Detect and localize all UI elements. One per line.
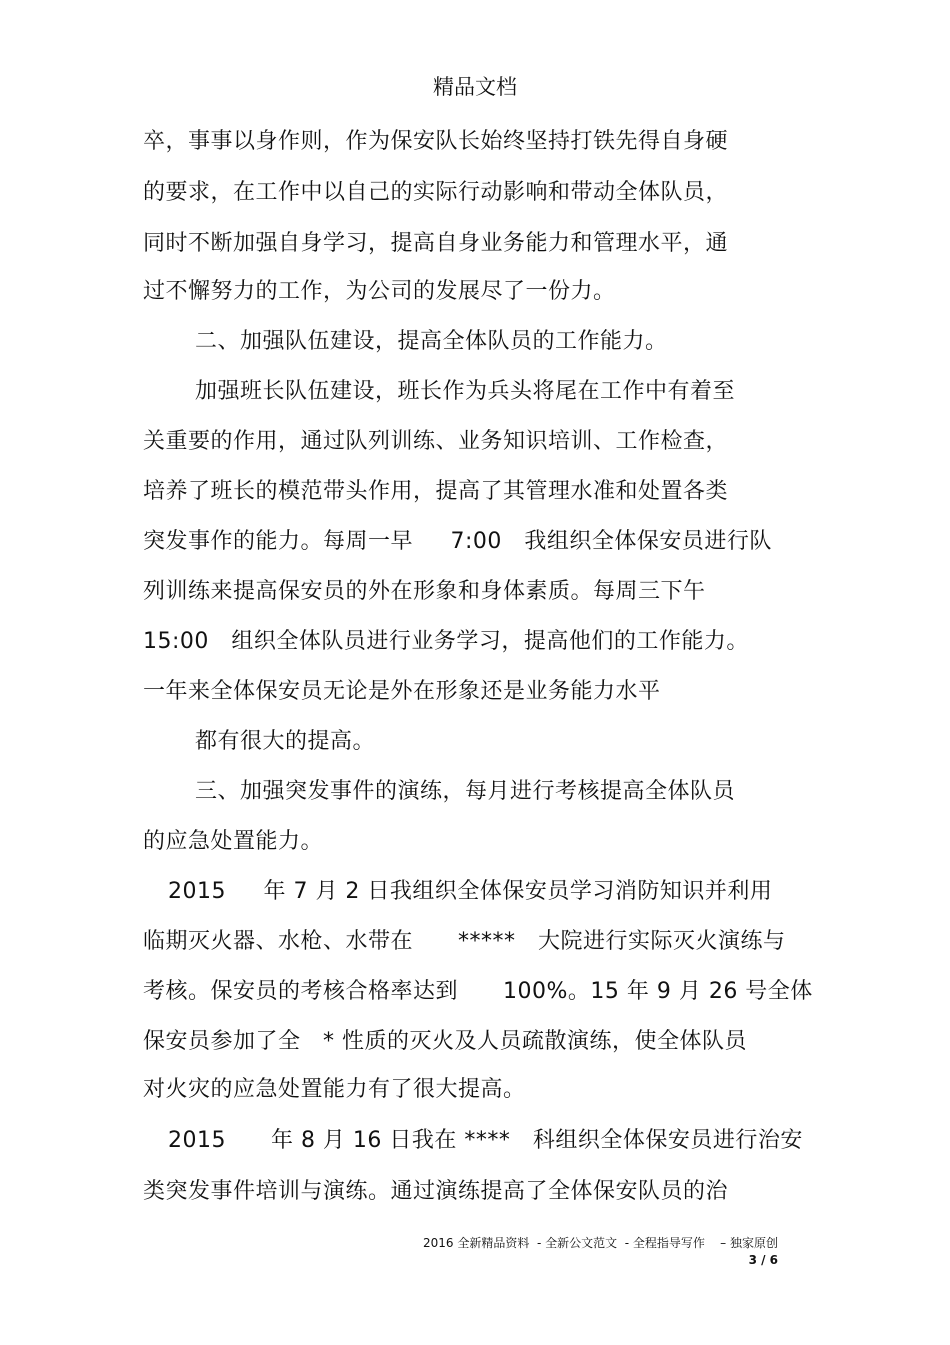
- body-line-8: 培养了班长的模范带头作用，提高了其管理水准和处置各类: [143, 479, 729, 504]
- body-line-11: 15:00 组织全体队员进行业务学习，提高他们的工作能力。: [143, 629, 749, 654]
- page-footer: 2016 全新精品资料 - 全新公文范文 - 全程指导写作 – 独家原创: [423, 1236, 778, 1250]
- body-line-6: 加强班长队伍建设，班长作为兵头将尾在工作中有着至: [195, 379, 736, 404]
- body-line-7: 关重要的作用，通过队列训练、业务知识培训、工作检查，: [143, 429, 729, 454]
- body-line-17: 临期灭火器、水枪、水带在 ***** 大院进行实际灭火演练与: [143, 929, 786, 954]
- body-line-2: 的要求，在工作中以自己的实际行动影响和带动全体队员，: [143, 180, 729, 205]
- body-line-22: 类突发事件培训与演练。通过演练提高了全体保安队员的治: [143, 1179, 729, 1204]
- body-line-20: 对火灾的应急处置能力有了很大提高。: [143, 1077, 526, 1102]
- body-line-13: 都有很大的提高。: [195, 729, 376, 754]
- body-line-21: 2015 年 8 月 16 日我在 **** 科组织全体保安员进行治安: [168, 1128, 803, 1153]
- body-line-19: 保安员参加了全 * 性质的灭火及人员疏散演练，使全体队员: [143, 1029, 747, 1054]
- body-line-18: 考核。保安员的考核合格率达到 100%。15 年 9 月 26 号全体: [143, 979, 813, 1004]
- section-heading-2: 二、加强队伍建设，提高全体队员的工作能力。: [195, 329, 668, 354]
- body-line-16: 2015 年 7 月 2 日我组织全体保安员学习消防知识并利用: [168, 879, 773, 904]
- body-line-4: 过不懈努力的工作，为公司的发展尽了一份力。: [143, 279, 616, 304]
- page-header: 精品文档: [433, 75, 517, 99]
- section-heading-3: 三、加强突发事件的演练，每月进行考核提高全体队员: [195, 779, 736, 804]
- body-line-3: 同时不断加强自身学习，提高自身业务能力和管理水平，通: [143, 231, 729, 256]
- body-line-9: 突发事作的能力。每周一早 7:00 我组织全体保安员进行队: [143, 529, 772, 554]
- body-line-1: 卒，事事以身作则，作为保安队长始终坚持打铁先得自身硬: [143, 129, 729, 154]
- body-line-15: 的应急处置能力。: [143, 829, 324, 854]
- body-line-12: 一年来全体保安员无论是外在形象还是业务能力水平: [143, 679, 661, 704]
- body-line-10: 列训练来提高保安员的外在形象和身体素质。每周三下午: [143, 579, 706, 604]
- page-number: 3 / 6: [748, 1253, 778, 1267]
